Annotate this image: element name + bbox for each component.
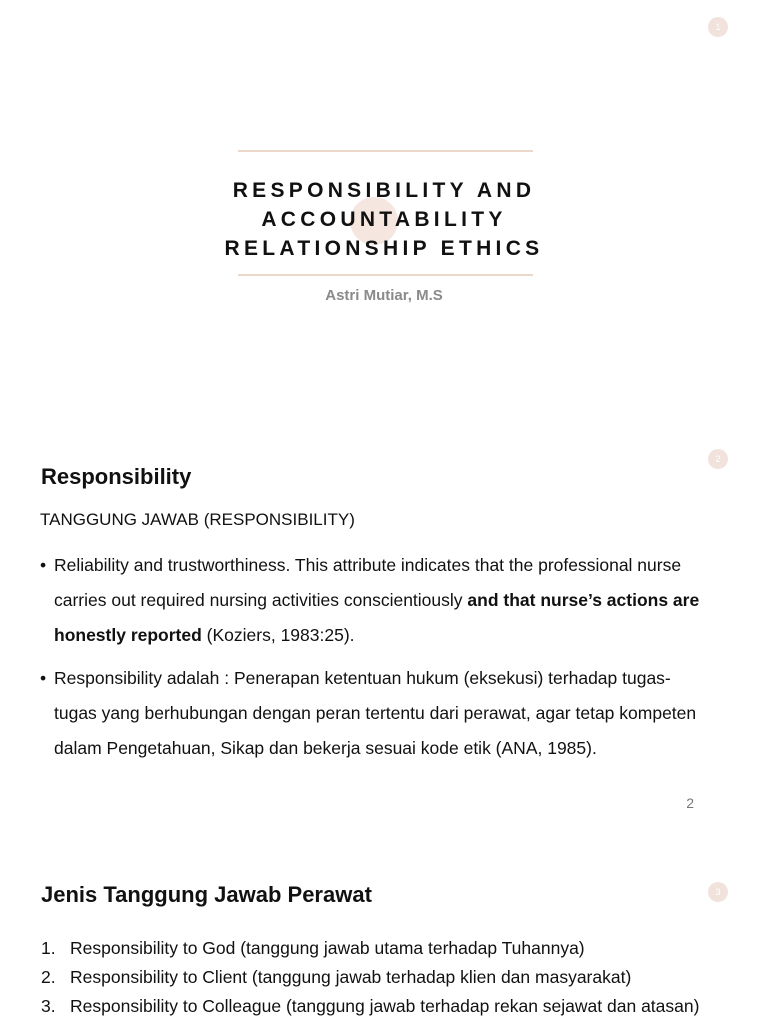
numbered-list: [41, 934, 711, 1017]
subheading: TANGGUNG JAWAB (RESPONSIBILITY): [40, 510, 355, 529]
bullet-list: [40, 548, 700, 774]
bullet-item-2: [40, 661, 700, 766]
author-name: Astri Mutiar, M.S: [325, 287, 443, 304]
section-heading: Responsibility: [41, 464, 192, 489]
slide-1: [0, 0, 768, 420]
list-item-text: Responsibility to Client (tanggung jawab terhadap klien dan masyarakat): [70, 967, 632, 987]
list-item-text: Responsibility to Colleague (tanggung jawab terhadap rekan sejawat dan atasan): [70, 996, 700, 1016]
title-line-3: RELATIONSHIP ETHICS: [224, 237, 544, 260]
slide-number-badge: 3: [708, 882, 728, 902]
list-item: [41, 934, 711, 963]
page-number: 2: [686, 795, 694, 811]
slide-title: [0, 176, 768, 263]
title-line-1: RESPONSIBILITY AND: [232, 179, 536, 202]
bullet-2-text: Responsibility adalah : Penerapan ketentuan hukum (eksekusi) terhadap tugas-tugas yang berhubungan dengan peran tertentu dari perawat, agar tetap kompeten dalam Pengetahuan, Sikap dan bekerja sesuai kode etik (ANA, 1985).: [54, 668, 697, 758]
list-item-text: Responsibility to God (tanggung jawab utama terhadap Tuhannya): [70, 938, 585, 958]
slide-3: [0, 850, 768, 1024]
bullet-item-1: [40, 548, 700, 653]
bullet-dot-icon: •: [40, 668, 47, 688]
bottom-divider: [238, 274, 533, 276]
bullet-1-text: Reliability and trustworthiness. This attribute indicates that the professional nurse carries out required nursing activities conscientiously: [54, 555, 682, 610]
section-heading: Jenis Tanggung Jawab Perawat: [41, 882, 372, 907]
top-divider: [238, 150, 533, 152]
title-line-2: ACCOUNTABILITY: [261, 208, 507, 231]
list-number: 2.: [41, 967, 56, 987]
list-number: 1.: [41, 938, 56, 958]
list-item: [41, 992, 711, 1017]
bullet-1-bold-text: and that nurse’s actions are honestly reported: [54, 590, 700, 645]
slide-number-badge: 1: [708, 17, 728, 37]
list-number: 3.: [41, 996, 56, 1016]
slide-number-badge: 2: [708, 449, 728, 469]
list-item: [41, 963, 711, 992]
slide-2: [0, 430, 768, 830]
bullet-dot-icon: •: [40, 555, 47, 575]
bullet-1-citation: (Koziers, 1983:25).: [201, 625, 355, 645]
